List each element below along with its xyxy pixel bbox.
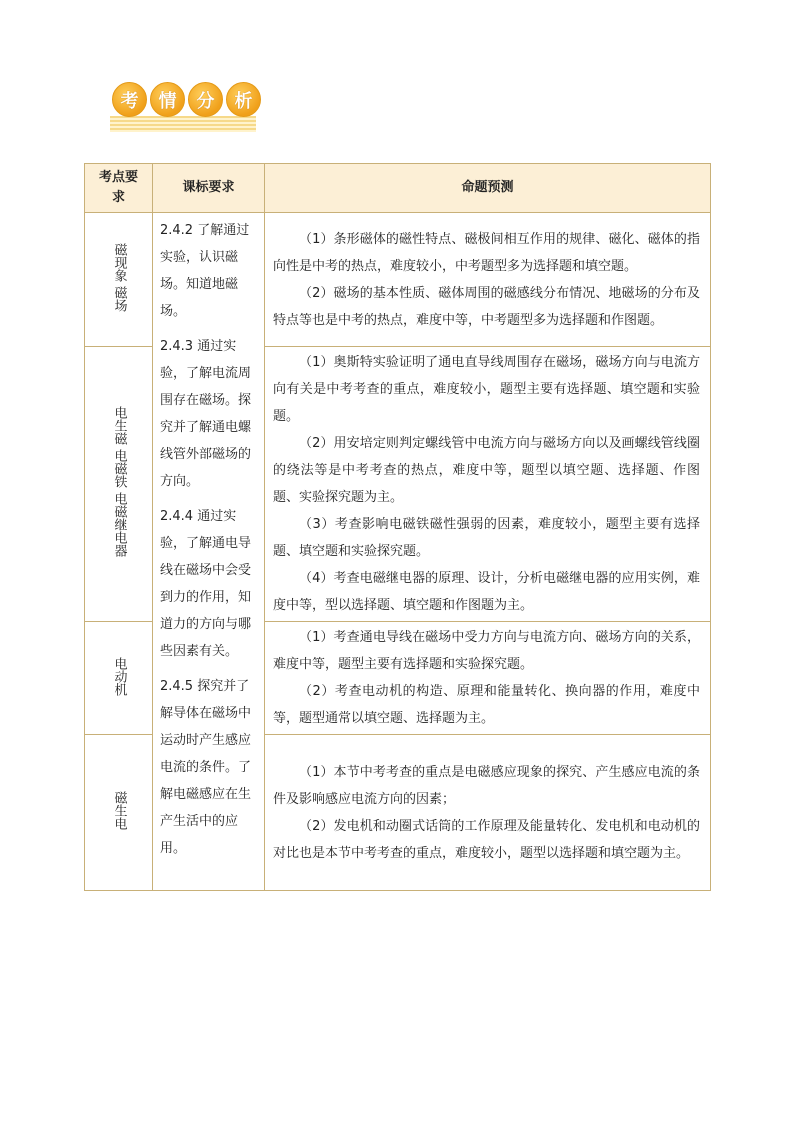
table-row — [85, 213, 711, 347]
banner-char: 分 — [188, 82, 223, 117]
banner-char: 情 — [150, 82, 185, 117]
standard-item: 2.4.2 了解通过实验，认识磁场。知道地磁场。 — [160, 223, 250, 319]
banner-char: 考 — [112, 82, 147, 117]
prediction-item: （2）发电机和动圈式话筒的工作原理及能量转化、发电机和电动机的对比也是本节中考考查的重点，难度较小，题型以选择题和填空题为主。 — [273, 818, 700, 861]
standards-cell — [153, 213, 265, 891]
table-header-row — [85, 164, 711, 213]
banner-underline — [110, 116, 256, 132]
standard-item: 2.4.4 通过实验，了解通电导线在磁场中会受到力的作用，知道力的方向与哪些因素有关。 — [160, 509, 252, 659]
section-banner — [108, 82, 256, 134]
prediction-cell — [265, 622, 711, 735]
prediction-item: （2）用安培定则判定螺线管中电流方向与磁场方向以及画螺线管线圈的绕法等是中考考查的热点，难度中等，题型以填空题、选择题、作图题、实验探究题为主。 — [273, 436, 700, 505]
topic-cell — [85, 622, 153, 735]
topic-label: 磁现象 磁场 — [111, 242, 127, 313]
topic-cell — [85, 347, 153, 622]
prediction-cell — [265, 735, 711, 891]
header-topic: 考点要求 — [85, 164, 153, 213]
prediction-item: （2）考查电动机的构造、原理和能量转化、换向器的作用，难度中等，题型通常以填空题、选择题为主。 — [273, 684, 700, 726]
exam-analysis-table — [84, 163, 711, 891]
prediction-item: （3）考查影响电磁铁磁性强弱的因素，难度较小，题型主要有选择题、填空题和实验探究题。 — [273, 517, 700, 559]
prediction-item: （1）奥斯特实验证明了通电直导线周围存在磁场，磁场方向与电流方向有关是中考考查的重点，难度较小，题型主要有选择题、填空题和实验题。 — [273, 355, 700, 424]
header-prediction: 命题预测 — [265, 164, 711, 213]
topic-label: 电动机 — [111, 656, 127, 696]
banner-char: 析 — [226, 82, 261, 117]
prediction-cell — [265, 347, 711, 622]
topic-label: 电生磁 电磁铁 电磁继电器 — [111, 406, 127, 558]
prediction-item: （1）本节中考考查的重点是电磁感应现象的探究、产生感应电流的条件及影响感应电流方向的因素； — [273, 764, 700, 807]
header-standard: 课标要求 — [153, 164, 265, 213]
topic-cell — [85, 213, 153, 347]
prediction-item: （1）考查通电导线在磁场中受力方向与电流方向、磁场方向的关系，难度中等，题型主要有选择题和实验探究题。 — [273, 630, 700, 672]
prediction-item: （1）条形磁体的磁性特点、磁极间相互作用的规律、磁化、磁体的指向性是中考的热点，难度较小，中考题型多为选择题和填空题。 — [273, 231, 700, 274]
standard-item: 2.4.5 探究并了解导体在磁场中运动时产生感应电流的条件。了解电磁感应在生产生活中的应用。 — [160, 679, 252, 856]
prediction-item: （2）磁场的基本性质、磁体周围的磁感线分布情况、地磁场的分布及特点等也是中考的热点，难度中等，中考题型多为选择题和作图题。 — [273, 285, 700, 328]
prediction-cell — [265, 213, 711, 347]
prediction-item: （4）考查电磁继电器的原理、设计，分析电磁继电器的应用实例，难度中等，型以选择题、填空题和作图题为主。 — [273, 571, 700, 613]
topic-label: 磁生电 — [111, 791, 127, 830]
topic-cell — [85, 735, 153, 891]
standard-item: 2.4.3 通过实验，了解电流周围存在磁场。探究并了解通电螺线管外部磁场的方向。 — [160, 339, 252, 489]
